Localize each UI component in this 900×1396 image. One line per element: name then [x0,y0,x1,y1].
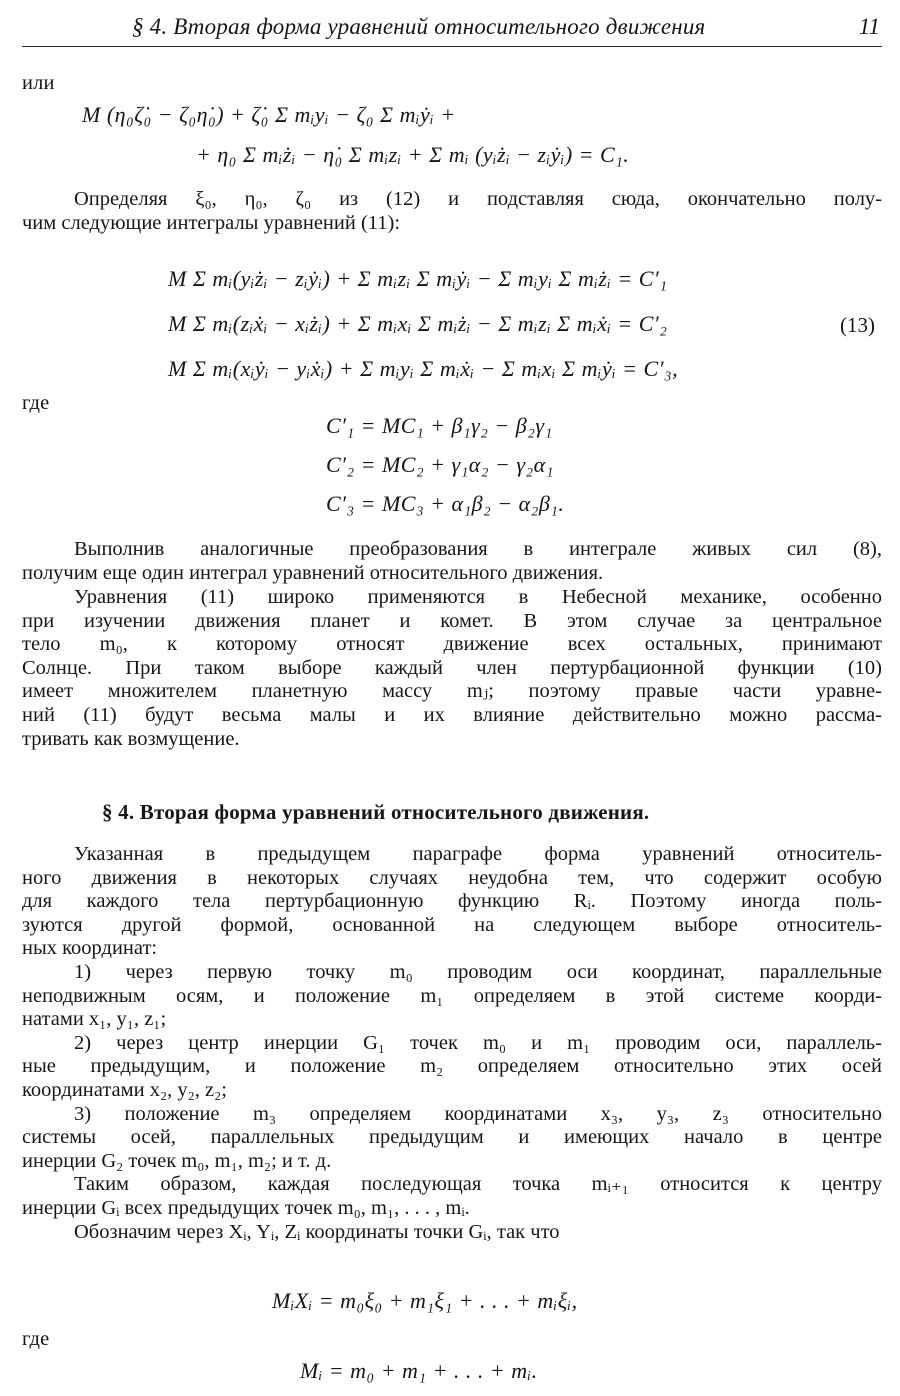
text-line: зуются другой формой, основанной на следующем выборе относитель- [22,913,882,936]
list-item-2-line: координатами x₂, y₂, z₂; [22,1078,227,1101]
text-line: ний (11) будут весьма малы и их влияние действительно можно рассма- [22,703,882,726]
where-word-2: где [22,1328,50,1350]
paragraph-celestial-mechanics [22,586,882,751]
list-item-1-line: 1) через первую точку m₀ проводим оси координат, параллельные [74,960,882,983]
page-header [22,12,882,47]
paragraph-determining [22,188,882,235]
intro-word: или [22,72,55,94]
text-line: имеет множителем планетную массу mⱼ; поэтому правые части уравне- [22,680,882,703]
text-line: получим еще один интеграл уравнений относительного движения. [22,561,604,584]
text-line: чим следующие интегралы уравнений (11): [22,211,401,234]
text-line: ных координат: [22,937,158,960]
text-line: Определяя ξ₀, η₀, ζ₀ из (12) и подставляя сюда, окончательно полу- [74,188,882,210]
equation-13-line-1: M Σ mᵢ(yᵢżᵢ − zᵢẏᵢ) + Σ mᵢzᵢ Σ mᵢẏᵢ − Σ mᵢyᵢ Σ mᵢżᵢ = C′₁ [168,266,668,291]
equation-13-line-3: M Σ mᵢ(xᵢẏᵢ − yᵢẋᵢ) + Σ mᵢyᵢ Σ mᵢẋᵢ − Σ mᵢxᵢ Σ mᵢẏᵢ = C′₃, [168,356,679,381]
text-line: инерции Gᵢ всех предыдущих точек m₀, m₁, . . . , mᵢ. [22,1196,470,1219]
page-number: 11 [858,14,880,39]
list-item-1-line: неподвижным осям, и положение m₁ определяем в этой системе коорди- [22,984,882,1007]
running-head: § 4. Вторая форма уравнений относительного движения [132,14,706,39]
list-item-1-line: натами x₁, y₁, z₁; [22,1008,167,1031]
equation-13-line-2: M Σ mᵢ(zᵢẋᵢ − xᵢżᵢ) + Σ mᵢxᵢ Σ mᵢżᵢ − Σ mᵢzᵢ Σ mᵢẋᵢ = C′₂ [168,311,668,336]
text-line: Таким образом, каждая последующая точка mᵢ₊₁ относится к центру [74,1173,882,1196]
text-line: Указанная в предыдущем параграфе форма уравнений относитель- [74,843,882,865]
text-line: ного движения в некоторых случаях неудобна тем, что содержит особую [22,866,882,889]
equation-total-mass: Mᵢ = m₀ + m₁ + . . . + mᵢ. [300,1358,538,1383]
paragraph-energy-integral [22,538,882,585]
list-item-2-line: ные предыдущим, и положение m₂ определяем относительно этих осей [22,1055,882,1078]
text-line: Обозначим через Xᵢ, Yᵢ, Zᵢ координаты точки Gᵢ, так что [74,1220,560,1243]
text-line: тривать как возмущение. [22,727,240,750]
where-word: где [22,392,50,414]
equation-c3-prime: C′₃ = MC₃ + α₁β₂ − α₂β₁. [326,491,565,516]
equation-c2-prime: C′₂ = MC₂ + γ₁α₂ − γ₂α₁ [326,452,554,477]
text-line: Уравнения (11) широко применяются в Небесной механике, особенно [74,586,882,608]
list-item-3-line: инерции G₂ точек m₀, m₁, m₂; и т. д. [22,1149,332,1172]
equation-angular-line-1: M (η₀ζ̇₀ − ζ₀η̇₀) + ζ̇₀ Σ mᵢyᵢ − ζ₀ Σ mᵢẏᵢ + [82,102,456,127]
list-item-3-line: 3) положение m₃ определяем координатами x₃, y₃, z₃ относительно [74,1102,882,1125]
list-item-3-line: системы осей, параллельных предыдущим и имеющих начало в центре [22,1126,882,1149]
equation-angular-line-2: + η₀ Σ mᵢżᵢ − η̇₀ Σ mᵢzᵢ + Σ mᵢ (yᵢżᵢ − zᵢẏᵢ) = C₁. [196,142,630,167]
text-line: при изучении движения планет и комет. В этом случае за центральное [22,609,882,632]
equation-center-of-inertia: MᵢXᵢ = m₀ξ₀ + m₁ξ₁ + . . . + mᵢξᵢ, [272,1288,578,1313]
list-item-2-line: 2) через центр инерции G₁ точек m₀ и m₁ проводим оси, параллель- [74,1031,882,1054]
paragraph-second-form [22,843,882,1244]
text-line: Солнце. При таком выборе каждый член пертурбационной функции (10) [22,656,882,679]
equation-number: (13) [840,313,875,337]
text-line: Выполнив аналогичные преобразования в интеграле живых сил (8), [74,538,882,560]
text-line: тело m₀, к которому относят движение всех остальных, принимают [22,633,882,656]
equation-c1-prime: C′₁ = MC₁ + β₁γ₂ − β₂γ₁ [326,413,553,438]
section-heading: § 4. Вторая форма уравнений относительного движения. [102,800,650,824]
text-line: для каждого тела пертурбационную функцию Rᵢ. Поэтому иногда поль- [22,890,882,913]
